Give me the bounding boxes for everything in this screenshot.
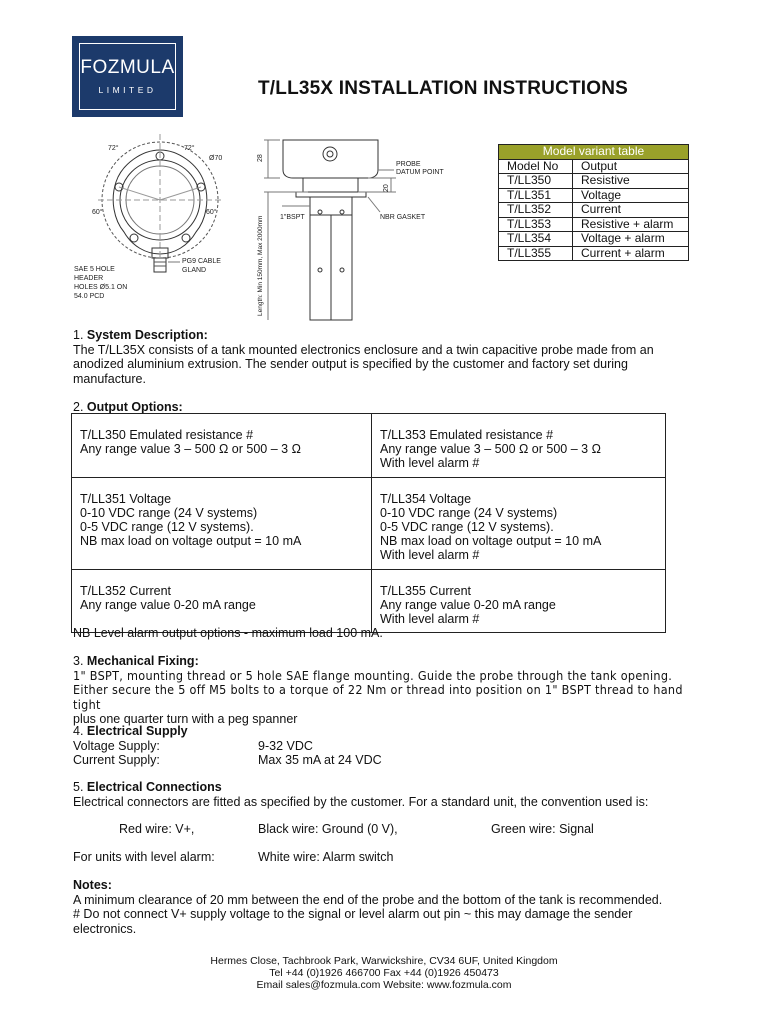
output-cell: Current + alarm	[573, 246, 689, 261]
note-line-1: A minimum clearance of 20 mm between the end of the probe and the bottom of the tank is recommended.	[73, 892, 663, 907]
alarm-units-label: For units with level alarm:	[73, 850, 215, 864]
section-electrical-connections	[73, 780, 713, 809]
table-row	[499, 203, 689, 218]
black-wire: Black wire: Ground (0 V),	[258, 822, 398, 836]
option-line: NB max load on voltage output = 10 mA	[380, 534, 602, 549]
page-title: T/LL35X INSTALLATION INSTRUCTIONS	[258, 78, 629, 99]
option-line: With level alarm #	[380, 456, 480, 471]
sae-line-2: HEADER	[74, 275, 104, 282]
table-row	[499, 217, 689, 232]
sae-line-3: HOLES Ø5.1 ON	[74, 284, 128, 291]
footer	[0, 955, 768, 991]
option-line: T/LL354 Voltage	[380, 491, 472, 506]
section-4-title: Electrical Supply	[86, 724, 188, 738]
option-line: 0-10 VDC range (24 V systems)	[80, 505, 258, 520]
table-row	[499, 246, 689, 261]
angle-right-label: 72°	[184, 145, 195, 152]
section-1-number: 1.	[73, 328, 87, 342]
side-left-label: 60°	[92, 209, 103, 216]
option-cell-tll352	[72, 569, 372, 633]
section-5-number: 5.	[73, 780, 87, 794]
option-line: With level alarm #	[380, 612, 480, 627]
options-row-voltage	[72, 477, 666, 569]
section-4-number: 4.	[73, 724, 87, 738]
note-line-3: electronics.	[73, 921, 137, 936]
gland-line-2: GLAND	[182, 267, 207, 274]
model-cell: T/LL350	[499, 174, 573, 189]
sae-header-label	[74, 266, 129, 300]
section-5-title: Electrical Connections	[86, 780, 222, 794]
model-cell: T/LL355	[499, 246, 573, 261]
notes-section	[73, 878, 723, 936]
green-wire: Green wire: Signal	[491, 822, 594, 836]
nb-alarm-note: NB Level alarm output options - maximum load 100 mA.	[73, 626, 383, 640]
notes-heading	[73, 878, 723, 893]
option-line: T/LL351 Voltage	[80, 491, 172, 506]
probe-line-1: PROBE	[396, 161, 421, 168]
gland-line-1: PG9 CABLE	[182, 258, 221, 265]
company-logo	[72, 36, 183, 117]
option-line: 0-10 VDC range (24 V systems)	[380, 505, 558, 520]
section-system-description	[73, 328, 683, 386]
section-3-heading	[73, 654, 713, 669]
output-cell: Voltage + alarm	[573, 232, 689, 247]
length-label: Length: Min 150mm, Max 2000mm	[257, 215, 264, 316]
logo-name: FOZMULA	[80, 57, 175, 78]
voltage-supply-label: Voltage Supply:	[73, 738, 160, 753]
sae-line-4: 54.0 PCD	[74, 293, 105, 300]
model-variant-table	[498, 144, 689, 261]
section-1-title: System Description:	[86, 328, 208, 342]
section-1-heading	[73, 328, 683, 343]
section-5-heading	[73, 780, 713, 795]
model-cell: T/LL354	[499, 232, 573, 247]
technical-diagram	[68, 130, 468, 322]
option-line: 0-5 VDC range (12 V systems).	[380, 520, 554, 535]
section-2-title: Output Options:	[86, 400, 183, 414]
option-line: T/LL350 Emulated resistance #	[80, 428, 254, 442]
option-line: T/LL353 Emulated resistance #	[380, 428, 554, 442]
option-cell-tll350	[72, 414, 372, 478]
red-wire: Red wire: V+,	[119, 822, 195, 836]
section-3-line-2: Either secure the 5 off M5 bolts to a torque of 22 Nm or thread into position on 1" BSPT thread to hand tight	[73, 682, 683, 712]
white-wire: White wire: Alarm switch	[258, 850, 394, 864]
diameter-label: Ø70	[209, 155, 223, 162]
note-line-2: # Do not connect V+ supply voltage to the signal or level alarm out pin ~ this may damage the sender	[73, 907, 633, 921]
current-supply-label: Current Supply:	[73, 753, 160, 767]
current-supply-value: Max 35 mA at 24 VDC	[258, 753, 382, 767]
option-line: T/LL352 Current	[80, 583, 172, 598]
options-row-resistive	[72, 414, 666, 478]
bspt-label: 1"BSPT	[280, 214, 305, 221]
section-3-line-3: plus one quarter turn with a peg spanner	[73, 712, 298, 726]
side-right-label: 60°	[206, 209, 217, 216]
option-cell-tll354	[372, 477, 666, 569]
section-4-heading	[73, 724, 693, 739]
option-line: Any range value 0-20 mA range	[380, 597, 556, 612]
variant-table-title-row	[499, 145, 689, 160]
option-cell-tll355	[372, 569, 666, 633]
current-supply-row	[73, 753, 693, 768]
section-2-number: 2.	[73, 400, 87, 414]
option-line: 0-5 VDC range (12 V systems).	[80, 520, 254, 535]
option-cell-tll351	[72, 477, 372, 569]
option-line: T/LL355 Current	[380, 583, 472, 598]
footer-phone: Tel +44 (0)1926 466700 Fax +44 (0)1926 450473	[269, 967, 499, 979]
gland-label	[182, 258, 223, 274]
output-cell: Voltage	[573, 188, 689, 203]
section-3-line-1: 1" BSPT, mounting thread or 5 hole SAE flange mounting. Guide the probe through the tank opening.	[73, 667, 673, 683]
model-cell: T/LL351	[499, 188, 573, 203]
variant-table-title: Model variant table	[499, 145, 689, 160]
option-cell-tll353	[372, 414, 666, 478]
dim-top-label: 28	[257, 154, 264, 162]
voltage-supply-row	[73, 739, 693, 754]
notes-title: Notes:	[73, 878, 112, 892]
header-output: Output	[573, 159, 689, 174]
dim-20-label: 20	[383, 184, 390, 192]
probe-line-2: DATUM POINT	[396, 169, 444, 176]
header-model-no: Model No	[499, 159, 573, 174]
footer-address: Hermes Close, Tachbrook Park, Warwickshire, CV34 6UF, United Kingdom	[210, 955, 558, 967]
section-1-body: The T/LL35X consists of a tank mounted electronics enclosure and a twin capacitive probe made from an anodized aluminium extrusion. The sender output is specified by the customer and factory set during manufacture.	[73, 342, 654, 386]
section-3-number: 3.	[73, 654, 87, 668]
option-line: With level alarm #	[380, 548, 480, 563]
nbr-gasket-label: NBR GASKET	[380, 214, 426, 221]
table-row	[499, 188, 689, 203]
output-cell: Resistive	[573, 174, 689, 189]
variant-table-header-row	[499, 159, 689, 174]
model-cell: T/LL352	[499, 203, 573, 218]
option-line: Any range value 0-20 mA range	[80, 597, 256, 612]
angle-left-label: 72°	[108, 145, 119, 152]
section-mechanical-fixing	[73, 654, 713, 727]
option-line: Any range value 3 – 500 Ω or 500 – 3 Ω	[380, 442, 601, 457]
option-line: NB max load on voltage output = 10 mA	[80, 534, 302, 549]
option-line: Any range value 3 – 500 Ω or 500 – 3 Ω	[80, 442, 301, 457]
footer-contact: Email sales@fozmula.com Website: www.fozmula.com	[256, 979, 512, 991]
section-electrical-supply	[73, 724, 693, 768]
output-cell: Resistive + alarm	[573, 217, 689, 232]
section-5-body: Electrical connectors are fitted as specified by the customer. For a standard unit, the convention used is:	[73, 794, 649, 809]
output-cell: Current	[573, 203, 689, 218]
output-options-table	[71, 413, 666, 633]
model-cell: T/LL353	[499, 217, 573, 232]
sae-line-1: SAE 5 HOLE	[74, 266, 115, 273]
options-row-current	[72, 569, 666, 633]
logo-subtitle: LIMITED	[98, 85, 157, 95]
table-row	[499, 232, 689, 247]
voltage-supply-value: 9-32 VDC	[258, 738, 313, 753]
probe-datum-label	[396, 161, 444, 176]
table-row	[499, 174, 689, 189]
section-3-title: Mechanical Fixing:	[86, 654, 199, 668]
